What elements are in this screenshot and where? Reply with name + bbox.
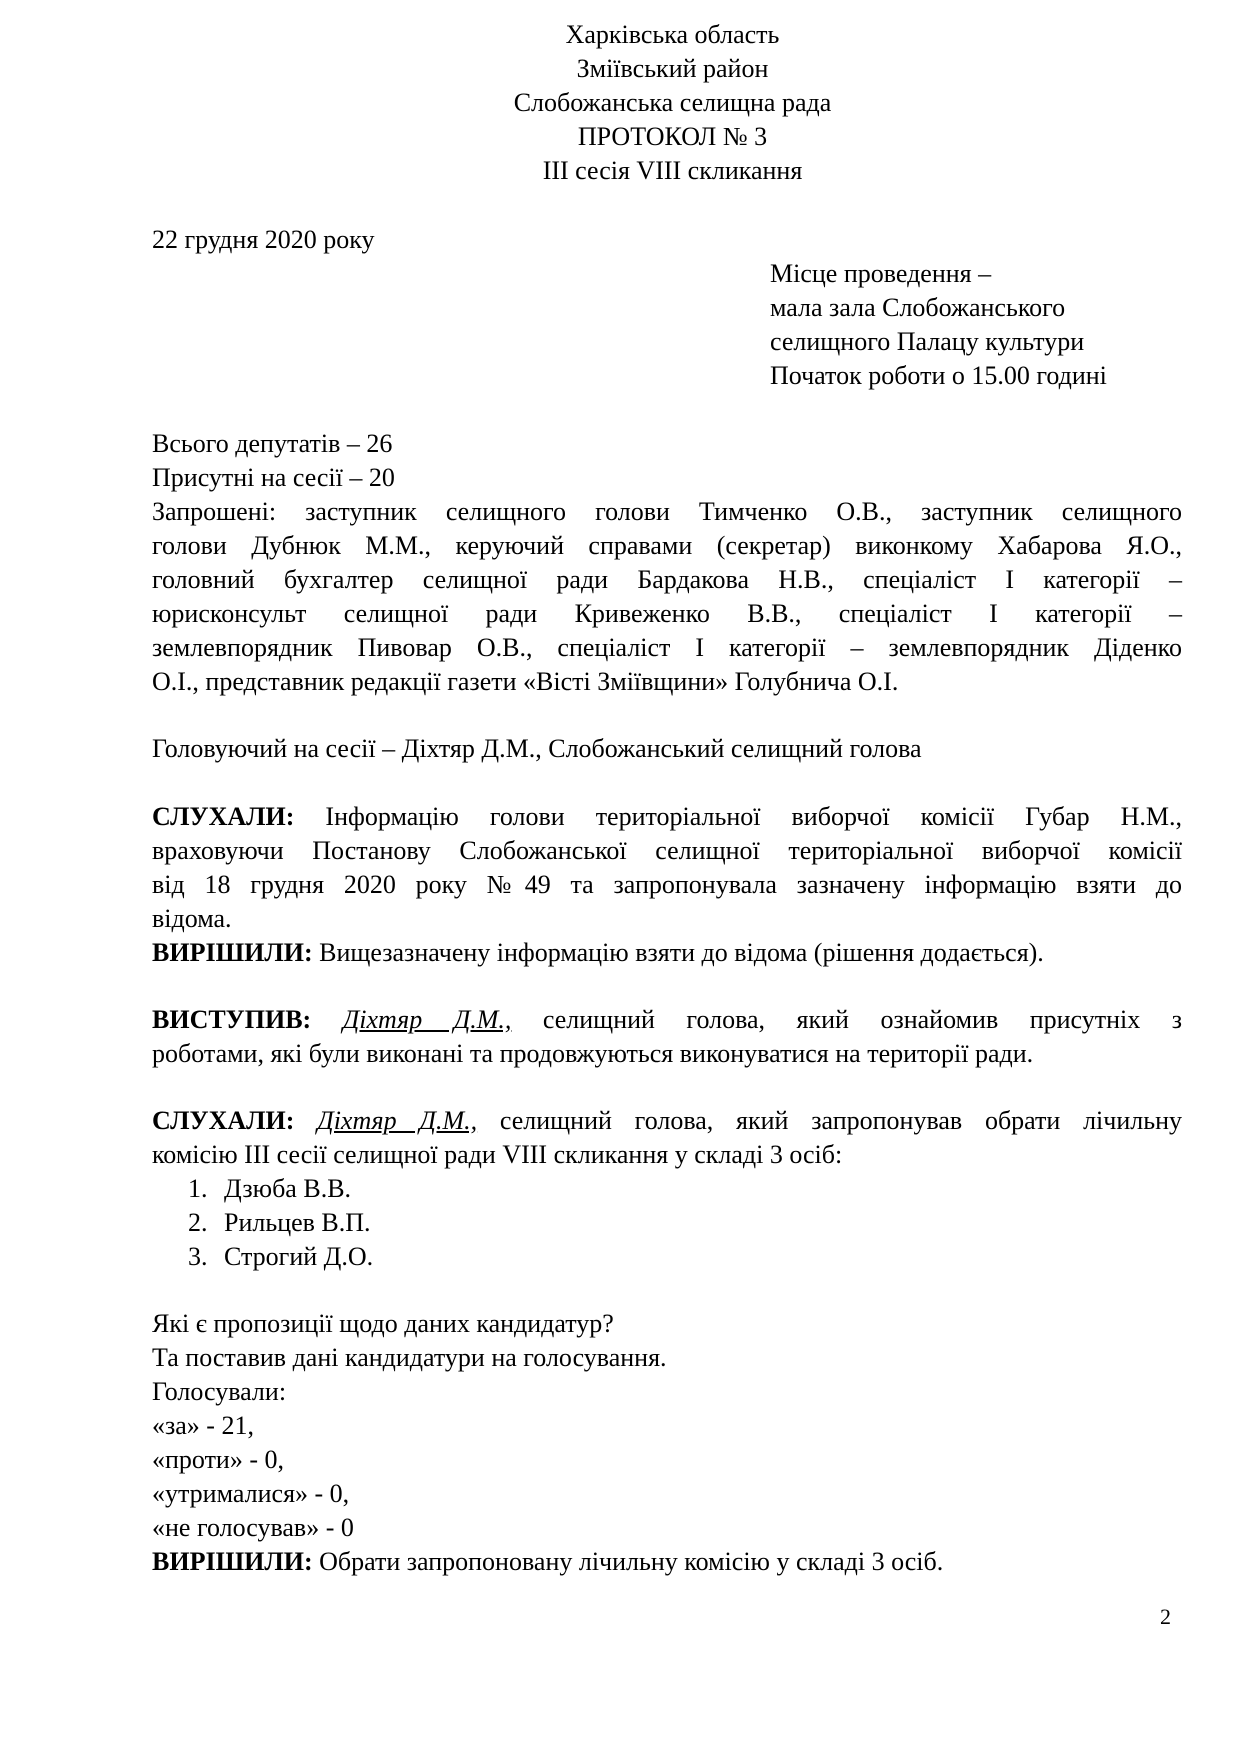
candidate-name: Дзюба В.В. <box>224 1174 352 1203</box>
venue-line-4: Початок роботи о 15.00 годині <box>770 361 1107 390</box>
item3-decided-label: ВИРІШИЛИ: <box>152 1547 313 1576</box>
item3-heard-text: селищний голова, який запропонував обрати лічильну <box>477 1106 1183 1135</box>
item2-spoke-label: ВИСТУПИВ: <box>152 1005 312 1034</box>
protocol-date: 22 грудня 2020 року <box>152 225 375 254</box>
header-region: Харківська область <box>565 20 780 49</box>
candidate-item: 1. Дзюба В.В. <box>188 1174 352 1203</box>
item1-heard-line-3: від 18 грудня 2020 року №49 та запропонувала зазначену інформацію взяти до <box>152 870 1182 899</box>
item3-heard-label: СЛУХАЛИ: <box>152 1106 295 1135</box>
invited-line-6: О.І., представник редакції газети «Вісті Зміївщини» Голубнича О.І. <box>152 667 899 696</box>
votes-not-voted: «не голосував» - 0 <box>152 1513 354 1542</box>
votes-abstained: «утрималися» - 0, <box>152 1479 350 1508</box>
item2-spoke-line-1 <box>152 1003 1182 1037</box>
item1-decision <box>152 936 1044 970</box>
item3-decided-text: Обрати запропоновану лічильну комісію у складі 3 осіб. <box>312 1547 944 1576</box>
item2-spoke-text: селищний голова, який ознайомив присутніх з <box>511 1005 1183 1034</box>
candidate-name: Строгий Д.О. <box>224 1242 374 1271</box>
page-number: 2 <box>1160 1604 1171 1629</box>
votes-against: «проти» - 0, <box>152 1445 285 1474</box>
header-council: Слобожанська селищна рада <box>513 88 832 117</box>
header-session: ІІІ сесія VIII скликання <box>542 156 803 185</box>
header-district: Зміївський район <box>576 54 769 83</box>
votes-for: «за» - 21, <box>152 1411 254 1440</box>
header-protocol: ПРОТОКОЛ № 3 <box>577 122 768 151</box>
invited-line-3: головний бухгалтер селищної ради Бардакова Н.В., спеціаліст І категорії – <box>152 565 1182 594</box>
item1-heard-text: Інформацію голови територіальної виборчої комісії Губар Н.М., <box>294 802 1182 831</box>
candidate-item: 3. Строгий Д.О. <box>188 1242 374 1271</box>
item3-speaker: Діхтяр Д.М., <box>317 1106 478 1135</box>
item1-heard-label: СЛУХАЛИ: <box>152 802 295 831</box>
item1-heard-line-4: відома. <box>152 904 232 933</box>
item2-spoke-line-2: роботами, які були виконані та продовжуються виконуватися на території ради. <box>152 1039 1034 1068</box>
item1-heard-line-2: враховуючи Постанову Слобожанської селищної територіальної виборчої комісії <box>152 836 1182 865</box>
venue-line-3: селищного Палацу культури <box>770 327 1085 356</box>
item2-speaker: Діхтяр Д.М., <box>342 1005 512 1034</box>
present-deputies: Присутні на сесії – 20 <box>152 463 395 492</box>
item3-heard-line-1 <box>152 1104 1182 1138</box>
invited-line-1: Запрошені: заступник селищного голови Тимченко О.В., заступник селищного <box>152 497 1182 526</box>
item3-put-to-vote: Та поставив дані кандидатури на голосування. <box>152 1343 667 1372</box>
voted-label: Голосували: <box>152 1377 287 1406</box>
candidate-name: Рильцев В.П. <box>224 1208 371 1237</box>
candidate-item: 2. Рильцев В.П. <box>188 1208 371 1237</box>
item1-decided-text: Вищезазначену інформацію взяти до відома (рішення додається). <box>312 938 1044 967</box>
session-chair: Головуючий на сесії – Діхтяр Д.М., Слобожанський селищний голова <box>152 734 922 763</box>
venue-line-2: мала зала Слобожанського <box>770 293 1066 322</box>
invited-line-4: юрисконсульт селищної ради Кривеженко В.В., спеціаліст І категорії – <box>152 599 1182 628</box>
item3-question: Які є пропозиції щодо даних кандидатур? <box>152 1309 614 1338</box>
item3-decision <box>152 1545 943 1579</box>
item3-heard-line-2: комісію ІІІ сесії селищної ради VIII скликання у складі 3 осіб: <box>152 1140 843 1169</box>
invited-line-2: голови Дубнюк М.М., керуючий справами (секретар) виконкому Хабарова Я.О., <box>152 531 1182 560</box>
venue-line-1: Місце проведення – <box>770 259 992 288</box>
invited-line-5: землевпорядник Пивовар О.В., спеціаліст І категорії – землевпорядник Діденко <box>152 633 1182 662</box>
item1-decided-label: ВИРІШИЛИ: <box>152 938 313 967</box>
item1-heard-line-1 <box>152 800 1182 834</box>
total-deputies: Всього депутатів – 26 <box>152 429 393 458</box>
